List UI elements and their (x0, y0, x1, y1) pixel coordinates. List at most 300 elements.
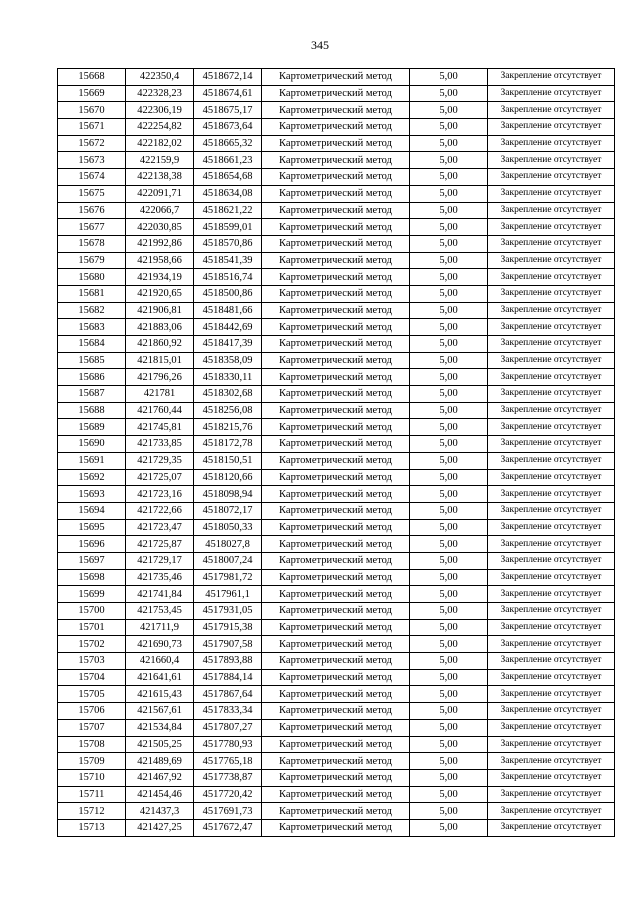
table-row (58, 636, 615, 653)
y-coordinate-cell: 4517720,42 (194, 786, 262, 803)
error-cell: 5,00 (410, 386, 488, 403)
y-coordinate-cell: 4518541,39 (194, 252, 262, 269)
error-cell: 5,00 (410, 803, 488, 820)
x-coordinate-cell: 422091,71 (126, 185, 194, 202)
error-cell: 5,00 (410, 252, 488, 269)
fixation-cell: Закрепление отсутствует (488, 536, 615, 553)
point-number-cell: 15703 (58, 653, 126, 670)
fixation-cell: Закрепление отсутствует (488, 102, 615, 119)
table-row (58, 603, 615, 620)
fixation-cell: Закрепление отсутствует (488, 319, 615, 336)
method-cell: Картометрический метод (262, 352, 410, 369)
method-cell: Картометрический метод (262, 803, 410, 820)
x-coordinate-cell: 421992,86 (126, 235, 194, 252)
error-cell: 5,00 (410, 336, 488, 353)
x-coordinate-cell: 421641,61 (126, 669, 194, 686)
x-coordinate-cell: 422138,38 (126, 169, 194, 186)
y-coordinate-cell: 4518120,66 (194, 469, 262, 486)
y-coordinate-cell: 4518007,24 (194, 552, 262, 569)
y-coordinate-cell: 4518674,61 (194, 85, 262, 102)
table-row (58, 686, 615, 703)
table-row (58, 736, 615, 753)
point-number-cell: 15675 (58, 185, 126, 202)
fixation-cell: Закрепление отсутствует (488, 769, 615, 786)
y-coordinate-cell: 4518330,11 (194, 369, 262, 386)
method-cell: Картометрический метод (262, 319, 410, 336)
table-row (58, 786, 615, 803)
x-coordinate-cell: 422159,9 (126, 152, 194, 169)
table-row (58, 69, 615, 86)
table-row (58, 235, 615, 252)
coordinates-table-body (58, 69, 615, 837)
table-row (58, 569, 615, 586)
x-coordinate-cell: 421906,81 (126, 302, 194, 319)
point-number-cell: 15688 (58, 402, 126, 419)
table-row (58, 436, 615, 453)
method-cell: Картометрический метод (262, 285, 410, 302)
fixation-cell: Закрепление отсутствует (488, 436, 615, 453)
table-row (58, 369, 615, 386)
point-number-cell: 15699 (58, 586, 126, 603)
method-cell: Картометрический метод (262, 603, 410, 620)
point-number-cell: 15690 (58, 436, 126, 453)
method-cell: Картометрический метод (262, 219, 410, 236)
y-coordinate-cell: 4518665,32 (194, 135, 262, 152)
error-cell: 5,00 (410, 285, 488, 302)
point-number-cell: 15674 (58, 169, 126, 186)
error-cell: 5,00 (410, 486, 488, 503)
table-row (58, 703, 615, 720)
y-coordinate-cell: 4517931,05 (194, 603, 262, 620)
method-cell: Картометрический метод (262, 202, 410, 219)
fixation-cell: Закрепление отсутствует (488, 119, 615, 136)
x-coordinate-cell: 421437,3 (126, 803, 194, 820)
fixation-cell: Закрепление отсутствует (488, 486, 615, 503)
fixation-cell: Закрепление отсутствует (488, 369, 615, 386)
point-number-cell: 15709 (58, 753, 126, 770)
fixation-cell: Закрепление отсутствует (488, 636, 615, 653)
x-coordinate-cell: 422182,02 (126, 135, 194, 152)
point-number-cell: 15684 (58, 336, 126, 353)
method-cell: Картометрический метод (262, 719, 410, 736)
table-row (58, 85, 615, 102)
table-row (58, 586, 615, 603)
y-coordinate-cell: 4518654,68 (194, 169, 262, 186)
point-number-cell: 15687 (58, 386, 126, 403)
fixation-cell: Закрепление отсутствует (488, 819, 615, 836)
y-coordinate-cell: 4517691,73 (194, 803, 262, 820)
y-coordinate-cell: 4518050,33 (194, 519, 262, 536)
error-cell: 5,00 (410, 669, 488, 686)
point-number-cell: 15689 (58, 419, 126, 436)
table-row (58, 202, 615, 219)
point-number-cell: 15673 (58, 152, 126, 169)
fixation-cell: Закрепление отсутствует (488, 669, 615, 686)
fixation-cell: Закрепление отсутствует (488, 653, 615, 670)
table-row (58, 552, 615, 569)
error-cell: 5,00 (410, 703, 488, 720)
coordinates-table (57, 68, 615, 837)
table-row (58, 102, 615, 119)
x-coordinate-cell: 421729,35 (126, 452, 194, 469)
point-number-cell: 15686 (58, 369, 126, 386)
x-coordinate-cell: 421454,46 (126, 786, 194, 803)
method-cell: Картометрический метод (262, 369, 410, 386)
table-row (58, 486, 615, 503)
y-coordinate-cell: 4517915,38 (194, 619, 262, 636)
y-coordinate-cell: 4517807,27 (194, 719, 262, 736)
method-cell: Картометрический метод (262, 402, 410, 419)
y-coordinate-cell: 4518516,74 (194, 269, 262, 286)
method-cell: Картометрический метод (262, 69, 410, 86)
fixation-cell: Закрепление отсутствует (488, 219, 615, 236)
table-row (58, 169, 615, 186)
point-number-cell: 15682 (58, 302, 126, 319)
method-cell: Картометрический метод (262, 469, 410, 486)
error-cell: 5,00 (410, 653, 488, 670)
y-coordinate-cell: 4518215,76 (194, 419, 262, 436)
point-number-cell: 15693 (58, 486, 126, 503)
y-coordinate-cell: 4518634,08 (194, 185, 262, 202)
x-coordinate-cell: 421725,87 (126, 536, 194, 553)
fixation-cell: Закрепление отсутствует (488, 69, 615, 86)
fixation-cell: Закрепление отсутствует (488, 386, 615, 403)
y-coordinate-cell: 4517867,64 (194, 686, 262, 703)
error-cell: 5,00 (410, 219, 488, 236)
fixation-cell: Закрепление отсутствует (488, 569, 615, 586)
point-number-cell: 15696 (58, 536, 126, 553)
y-coordinate-cell: 4518672,14 (194, 69, 262, 86)
point-number-cell: 15706 (58, 703, 126, 720)
fixation-cell: Закрепление отсутствует (488, 85, 615, 102)
x-coordinate-cell: 422328,23 (126, 85, 194, 102)
y-coordinate-cell: 4517833,34 (194, 703, 262, 720)
table-row (58, 302, 615, 319)
point-number-cell: 15704 (58, 669, 126, 686)
x-coordinate-cell: 421690,73 (126, 636, 194, 653)
point-number-cell: 15671 (58, 119, 126, 136)
error-cell: 5,00 (410, 319, 488, 336)
x-coordinate-cell: 422306,19 (126, 102, 194, 119)
error-cell: 5,00 (410, 135, 488, 152)
y-coordinate-cell: 4518172,78 (194, 436, 262, 453)
method-cell: Картометрический метод (262, 119, 410, 136)
fixation-cell: Закрепление отсутствует (488, 185, 615, 202)
table-row (58, 502, 615, 519)
error-cell: 5,00 (410, 119, 488, 136)
table-row (58, 336, 615, 353)
method-cell: Картометрический метод (262, 436, 410, 453)
error-cell: 5,00 (410, 269, 488, 286)
x-coordinate-cell: 421723,16 (126, 486, 194, 503)
point-number-cell: 15670 (58, 102, 126, 119)
table-row (58, 819, 615, 836)
y-coordinate-cell: 4518570,86 (194, 235, 262, 252)
table-row (58, 469, 615, 486)
table-row (58, 219, 615, 236)
point-number-cell: 15692 (58, 469, 126, 486)
method-cell: Картометрический метод (262, 419, 410, 436)
method-cell: Картометрический метод (262, 736, 410, 753)
x-coordinate-cell: 421723,47 (126, 519, 194, 536)
error-cell: 5,00 (410, 352, 488, 369)
table-row (58, 285, 615, 302)
fixation-cell: Закрепление отсутствует (488, 252, 615, 269)
method-cell: Картометрический метод (262, 569, 410, 586)
fixation-cell: Закрепление отсутствует (488, 452, 615, 469)
x-coordinate-cell: 421660,4 (126, 653, 194, 670)
fixation-cell: Закрепление отсутствует (488, 786, 615, 803)
y-coordinate-cell: 4518675,17 (194, 102, 262, 119)
fixation-cell: Закрепление отсутствует (488, 519, 615, 536)
fixation-cell: Закрепление отсутствует (488, 352, 615, 369)
y-coordinate-cell: 4517765,18 (194, 753, 262, 770)
fixation-cell: Закрепление отсутствует (488, 336, 615, 353)
table-row (58, 135, 615, 152)
y-coordinate-cell: 4517672,47 (194, 819, 262, 836)
error-cell: 5,00 (410, 469, 488, 486)
y-coordinate-cell: 4518417,39 (194, 336, 262, 353)
fixation-cell: Закрепление отсутствует (488, 269, 615, 286)
point-number-cell: 15668 (58, 69, 126, 86)
x-coordinate-cell: 421534,84 (126, 719, 194, 736)
x-coordinate-cell: 422030,85 (126, 219, 194, 236)
x-coordinate-cell: 421753,45 (126, 603, 194, 620)
method-cell: Картометрический метод (262, 619, 410, 636)
y-coordinate-cell: 4518599,01 (194, 219, 262, 236)
x-coordinate-cell: 421745,81 (126, 419, 194, 436)
x-coordinate-cell: 421729,17 (126, 552, 194, 569)
method-cell: Картометрический метод (262, 185, 410, 202)
y-coordinate-cell: 4517884,14 (194, 669, 262, 686)
error-cell: 5,00 (410, 786, 488, 803)
error-cell: 5,00 (410, 419, 488, 436)
method-cell: Картометрический метод (262, 336, 410, 353)
page-number: 345 (311, 38, 329, 52)
table-row (58, 803, 615, 820)
fixation-cell: Закрепление отсутствует (488, 603, 615, 620)
point-number-cell: 15669 (58, 85, 126, 102)
table-row (58, 753, 615, 770)
x-coordinate-cell: 421615,43 (126, 686, 194, 703)
error-cell: 5,00 (410, 753, 488, 770)
point-number-cell: 15678 (58, 235, 126, 252)
table-row (58, 669, 615, 686)
x-coordinate-cell: 421781 (126, 386, 194, 403)
method-cell: Картометрический метод (262, 653, 410, 670)
error-cell: 5,00 (410, 603, 488, 620)
method-cell: Картометрический метод (262, 152, 410, 169)
y-coordinate-cell: 4518098,94 (194, 486, 262, 503)
y-coordinate-cell: 4517780,93 (194, 736, 262, 753)
x-coordinate-cell: 421427,25 (126, 819, 194, 836)
method-cell: Картометрический метод (262, 753, 410, 770)
y-coordinate-cell: 4518302,68 (194, 386, 262, 403)
error-cell: 5,00 (410, 519, 488, 536)
point-number-cell: 15710 (58, 769, 126, 786)
fixation-cell: Закрепление отсутствует (488, 235, 615, 252)
point-number-cell: 15683 (58, 319, 126, 336)
method-cell: Картометрический метод (262, 252, 410, 269)
point-number-cell: 15695 (58, 519, 126, 536)
x-coordinate-cell: 421567,61 (126, 703, 194, 720)
x-coordinate-cell: 421741,84 (126, 586, 194, 603)
error-cell: 5,00 (410, 402, 488, 419)
method-cell: Картометрический метод (262, 769, 410, 786)
method-cell: Картометрический метод (262, 636, 410, 653)
y-coordinate-cell: 4518150,51 (194, 452, 262, 469)
fixation-cell: Закрепление отсутствует (488, 753, 615, 770)
table-row (58, 452, 615, 469)
fixation-cell: Закрепление отсутствует (488, 586, 615, 603)
method-cell: Картометрический метод (262, 486, 410, 503)
y-coordinate-cell: 4518621,22 (194, 202, 262, 219)
error-cell: 5,00 (410, 736, 488, 753)
y-coordinate-cell: 4518027,8 (194, 536, 262, 553)
error-cell: 5,00 (410, 102, 488, 119)
fixation-cell: Закрепление отсутствует (488, 686, 615, 703)
point-number-cell: 15702 (58, 636, 126, 653)
x-coordinate-cell: 421958,66 (126, 252, 194, 269)
error-cell: 5,00 (410, 819, 488, 836)
x-coordinate-cell: 422254,82 (126, 119, 194, 136)
y-coordinate-cell: 4518481,66 (194, 302, 262, 319)
error-cell: 5,00 (410, 619, 488, 636)
fixation-cell: Закрепление отсутствует (488, 469, 615, 486)
method-cell: Картометрический метод (262, 102, 410, 119)
x-coordinate-cell: 421860,92 (126, 336, 194, 353)
error-cell: 5,00 (410, 502, 488, 519)
error-cell: 5,00 (410, 85, 488, 102)
table-row (58, 269, 615, 286)
method-cell: Картометрический метод (262, 552, 410, 569)
error-cell: 5,00 (410, 536, 488, 553)
table-row (58, 119, 615, 136)
fixation-cell: Закрепление отсутствует (488, 169, 615, 186)
error-cell: 5,00 (410, 586, 488, 603)
method-cell: Картометрический метод (262, 703, 410, 720)
fixation-cell: Закрепление отсутствует (488, 719, 615, 736)
x-coordinate-cell: 422350,4 (126, 69, 194, 86)
x-coordinate-cell: 421467,92 (126, 769, 194, 786)
method-cell: Картометрический метод (262, 669, 410, 686)
point-number-cell: 15676 (58, 202, 126, 219)
error-cell: 5,00 (410, 369, 488, 386)
table-row (58, 185, 615, 202)
y-coordinate-cell: 4518500,86 (194, 285, 262, 302)
point-number-cell: 15708 (58, 736, 126, 753)
x-coordinate-cell: 421733,85 (126, 436, 194, 453)
fixation-cell: Закрепление отсутствует (488, 202, 615, 219)
error-cell: 5,00 (410, 302, 488, 319)
error-cell: 5,00 (410, 169, 488, 186)
y-coordinate-cell: 4517981,72 (194, 569, 262, 586)
fixation-cell: Закрепление отсутствует (488, 619, 615, 636)
method-cell: Картометрический метод (262, 519, 410, 536)
error-cell: 5,00 (410, 452, 488, 469)
x-coordinate-cell: 421883,06 (126, 319, 194, 336)
fixation-cell: Закрепление отсутствует (488, 736, 615, 753)
method-cell: Картометрический метод (262, 686, 410, 703)
table-row (58, 536, 615, 553)
method-cell: Картометрический метод (262, 235, 410, 252)
error-cell: 5,00 (410, 202, 488, 219)
error-cell: 5,00 (410, 152, 488, 169)
y-coordinate-cell: 4518673,64 (194, 119, 262, 136)
error-cell: 5,00 (410, 552, 488, 569)
point-number-cell: 15707 (58, 719, 126, 736)
error-cell: 5,00 (410, 235, 488, 252)
table-row (58, 402, 615, 419)
y-coordinate-cell: 4517738,87 (194, 769, 262, 786)
point-number-cell: 15685 (58, 352, 126, 369)
fixation-cell: Закрепление отсутствует (488, 285, 615, 302)
error-cell: 5,00 (410, 569, 488, 586)
table-row (58, 769, 615, 786)
method-cell: Картометрический метод (262, 302, 410, 319)
fixation-cell: Закрепление отсутствует (488, 402, 615, 419)
method-cell: Картометрический метод (262, 786, 410, 803)
point-number-cell: 15672 (58, 135, 126, 152)
method-cell: Картометрический метод (262, 536, 410, 553)
x-coordinate-cell: 421489,69 (126, 753, 194, 770)
fixation-cell: Закрепление отсутствует (488, 302, 615, 319)
y-coordinate-cell: 4518661,23 (194, 152, 262, 169)
method-cell: Картометрический метод (262, 135, 410, 152)
error-cell: 5,00 (410, 686, 488, 703)
fixation-cell: Закрепление отсутствует (488, 703, 615, 720)
y-coordinate-cell: 4518442,69 (194, 319, 262, 336)
y-coordinate-cell: 4517961,1 (194, 586, 262, 603)
point-number-cell: 15691 (58, 452, 126, 469)
fixation-cell: Закрепление отсутствует (488, 152, 615, 169)
fixation-cell: Закрепление отсутствует (488, 803, 615, 820)
table-row (58, 152, 615, 169)
method-cell: Картометрический метод (262, 269, 410, 286)
y-coordinate-cell: 4518256,08 (194, 402, 262, 419)
error-cell: 5,00 (410, 185, 488, 202)
table-row (58, 352, 615, 369)
table-row (58, 619, 615, 636)
x-coordinate-cell: 422066,7 (126, 202, 194, 219)
table-row (58, 386, 615, 403)
error-cell: 5,00 (410, 436, 488, 453)
method-cell: Картометрический метод (262, 819, 410, 836)
point-number-cell: 15679 (58, 252, 126, 269)
point-number-cell: 15711 (58, 786, 126, 803)
method-cell: Картометрический метод (262, 386, 410, 403)
point-number-cell: 15677 (58, 219, 126, 236)
table-row (58, 719, 615, 736)
error-cell: 5,00 (410, 719, 488, 736)
point-number-cell: 15700 (58, 603, 126, 620)
x-coordinate-cell: 421760,44 (126, 402, 194, 419)
x-coordinate-cell: 421815,01 (126, 352, 194, 369)
method-cell: Картометрический метод (262, 169, 410, 186)
y-coordinate-cell: 4517907,58 (194, 636, 262, 653)
fixation-cell: Закрепление отсутствует (488, 502, 615, 519)
error-cell: 5,00 (410, 69, 488, 86)
x-coordinate-cell: 421711,9 (126, 619, 194, 636)
method-cell: Картометрический метод (262, 586, 410, 603)
point-number-cell: 15712 (58, 803, 126, 820)
x-coordinate-cell: 421505,25 (126, 736, 194, 753)
x-coordinate-cell: 421735,46 (126, 569, 194, 586)
point-number-cell: 15694 (58, 502, 126, 519)
error-cell: 5,00 (410, 636, 488, 653)
point-number-cell: 15698 (58, 569, 126, 586)
y-coordinate-cell: 4518072,17 (194, 502, 262, 519)
